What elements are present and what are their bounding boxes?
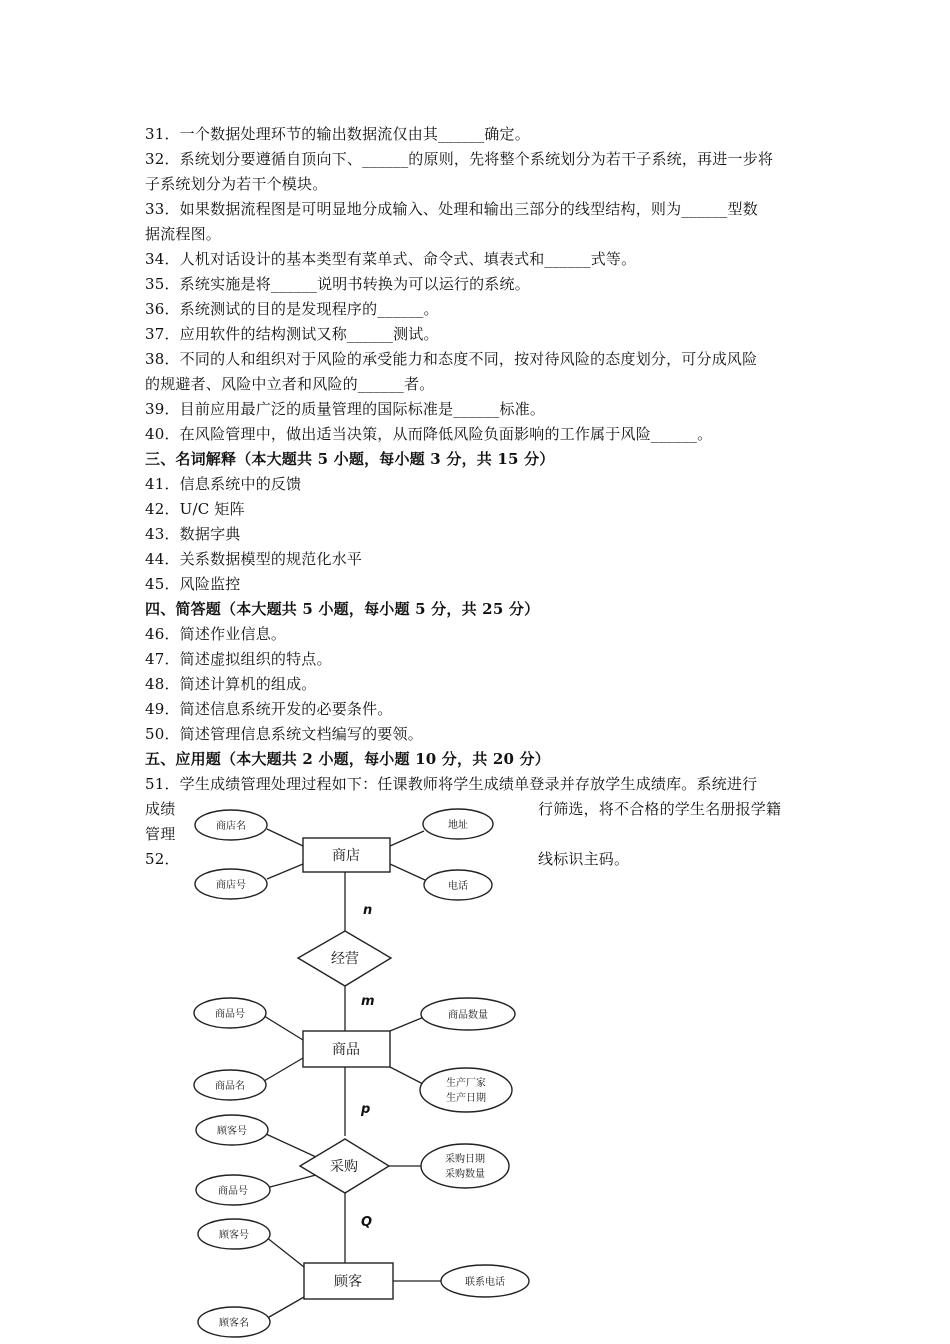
question-33-line1: 33．如果数据流程图是可明显地分成输入、处理和输出三部分的线型结构，则为______型数 — [145, 200, 758, 218]
attribute-phone — [424, 870, 492, 900]
question-44: 44．关系数据模型的规范化水平 — [145, 550, 363, 568]
svg-text:商品数量: 商品数量 — [448, 1010, 488, 1021]
attribute-customer-id-2 — [198, 1219, 270, 1249]
entity-product — [303, 1031, 390, 1067]
svg-text:顾客号: 顾客号 — [219, 1230, 249, 1241]
svg-text:商品号: 商品号 — [218, 1186, 248, 1197]
relation-label: 采购 — [330, 1159, 358, 1175]
edge — [390, 1067, 423, 1084]
question-51-line1: 51．学生成绩管理处理过程如下：任课教师将学生成绩单登录并存放学生成绩库。系统进行 — [145, 775, 758, 793]
question-38-line2: 的规避者、风险中立者和风险的______者。 — [145, 375, 435, 393]
edge — [390, 864, 425, 880]
attribute-contact-phone — [441, 1265, 529, 1297]
question-40: 40．在风险管理中，做出适当决策，从而降低风险负面影响的工作属于风险______。 — [145, 425, 713, 443]
entity-shop — [303, 838, 390, 872]
svg-text:生产厂家: 生产厂家 — [446, 1078, 486, 1089]
edge — [264, 1297, 304, 1320]
attribute-product-name — [194, 1070, 266, 1100]
question-35: 35．系统实施是将______说明书转换为可以运行的系统。 — [145, 275, 530, 293]
question-43: 43．数据字典 — [145, 525, 241, 543]
question-47: 47．简述虚拟组织的特点。 — [145, 650, 332, 668]
cardinality-m: m — [361, 994, 375, 1009]
relation-label: 经营 — [331, 951, 359, 967]
edge — [264, 1016, 303, 1040]
attribute-address — [423, 809, 493, 839]
section-4-heading: 四、简答题（本大题共 5 小题，每小题 5 分，共 25 分） — [145, 600, 540, 618]
question-39: 39．目前应用最广泛的质量管理的国际标准是______标准。 — [145, 400, 546, 418]
question-46: 46．简述作业信息。 — [145, 625, 287, 643]
question-49: 49．简述信息系统开发的必要条件。 — [145, 700, 393, 718]
attribute-manufacturer-date — [420, 1068, 512, 1112]
svg-text:顾客名: 顾客名 — [219, 1318, 249, 1329]
edge — [267, 829, 303, 846]
edge — [390, 1017, 424, 1031]
section-5-heading: 五、应用题（本大题共 2 小题，每小题 10 分，共 20 分） — [145, 750, 550, 768]
question-50: 50．简述管理信息系统文档编写的要领。 — [145, 725, 423, 743]
question-51-line3: 管理 — [145, 825, 176, 843]
question-42: 42．U/C 矩阵 — [145, 500, 245, 518]
relation-purchase — [300, 1139, 389, 1193]
attribute-purchase-product-id — [196, 1175, 270, 1205]
svg-text:采购数量: 采购数量 — [445, 1169, 485, 1180]
attribute-customer-id — [196, 1115, 268, 1145]
question-52: 52． — [145, 850, 180, 868]
attribute-shop-id — [195, 869, 267, 899]
question-48: 48．简述计算机的组成。 — [145, 675, 317, 693]
svg-text:生产日期: 生产日期 — [446, 1093, 486, 1104]
question-45: 45．风险监控 — [145, 575, 241, 593]
question-37: 37．应用软件的结构测试又称______测试。 — [145, 325, 439, 343]
entity-label: 商品 — [332, 1042, 360, 1058]
question-32-line2: 子系统划分为若干个模块。 — [145, 175, 328, 193]
svg-text:商店名: 商店名 — [216, 821, 246, 832]
attribute-product-id — [194, 998, 266, 1028]
question-32-line1: 32．系统划分要遵循自顶向下、______的原则，先将整个系统划分为若干子系统，再进一步将 — [145, 150, 774, 168]
edge — [267, 864, 303, 879]
question-36: 36．系统测试的目的是发现程序的______。 — [145, 300, 439, 318]
svg-text:商品名: 商品名 — [215, 1081, 245, 1092]
svg-text:地址: 地址 — [448, 820, 468, 831]
attribute-product-quantity — [421, 998, 515, 1030]
question-38-line1: 38．不同的人和组织对于风险的承受能力和态度不同，按对待风险的态度划分，可分成风险 — [145, 350, 758, 368]
question-52-fragment: 线标识主码。 — [538, 850, 630, 868]
entity-label: 商店 — [332, 848, 360, 864]
svg-text:商品号: 商品号 — [215, 1009, 245, 1020]
er-diagram — [180, 798, 530, 1344]
attribute-customer-name — [198, 1307, 270, 1337]
relation-operate — [298, 931, 391, 986]
attribute-shop-name — [195, 810, 267, 840]
svg-text:商店号: 商店号 — [216, 880, 246, 891]
cardinality-n: n — [363, 903, 373, 918]
question-41: 41．信息系统中的反馈 — [145, 475, 302, 493]
svg-text:电话: 电话 — [448, 881, 468, 892]
cardinality-p: p — [361, 1102, 371, 1117]
question-34: 34．人机对话设计的基本类型有菜单式、命令式、填表式和______式等。 — [145, 250, 637, 268]
section-3-heading: 三、名词解释（本大题共 5 小题，每小题 3 分，共 15 分） — [145, 450, 555, 468]
question-51-line2: 成绩 — [145, 800, 176, 818]
edge — [266, 1134, 316, 1157]
edge — [266, 1175, 316, 1188]
svg-text:顾客号: 顾客号 — [217, 1126, 247, 1137]
edge — [264, 1058, 303, 1081]
question-33-line2: 据流程图。 — [145, 225, 222, 243]
question-51-fragment: 行筛选，将不合格的学生名册报学籍 — [538, 800, 782, 818]
edge — [390, 831, 424, 846]
entity-customer — [304, 1263, 393, 1299]
question-31: 31．一个数据处理环节的输出数据流仅由其______确定。 — [145, 125, 530, 143]
edge — [266, 1237, 304, 1267]
svg-text:联系电话: 联系电话 — [465, 1277, 505, 1288]
svg-text:采购日期: 采购日期 — [445, 1154, 485, 1165]
entity-label: 顾客 — [334, 1274, 362, 1290]
cardinality-q: Q — [361, 1215, 373, 1230]
attribute-purchase-date-quantity — [421, 1144, 509, 1188]
